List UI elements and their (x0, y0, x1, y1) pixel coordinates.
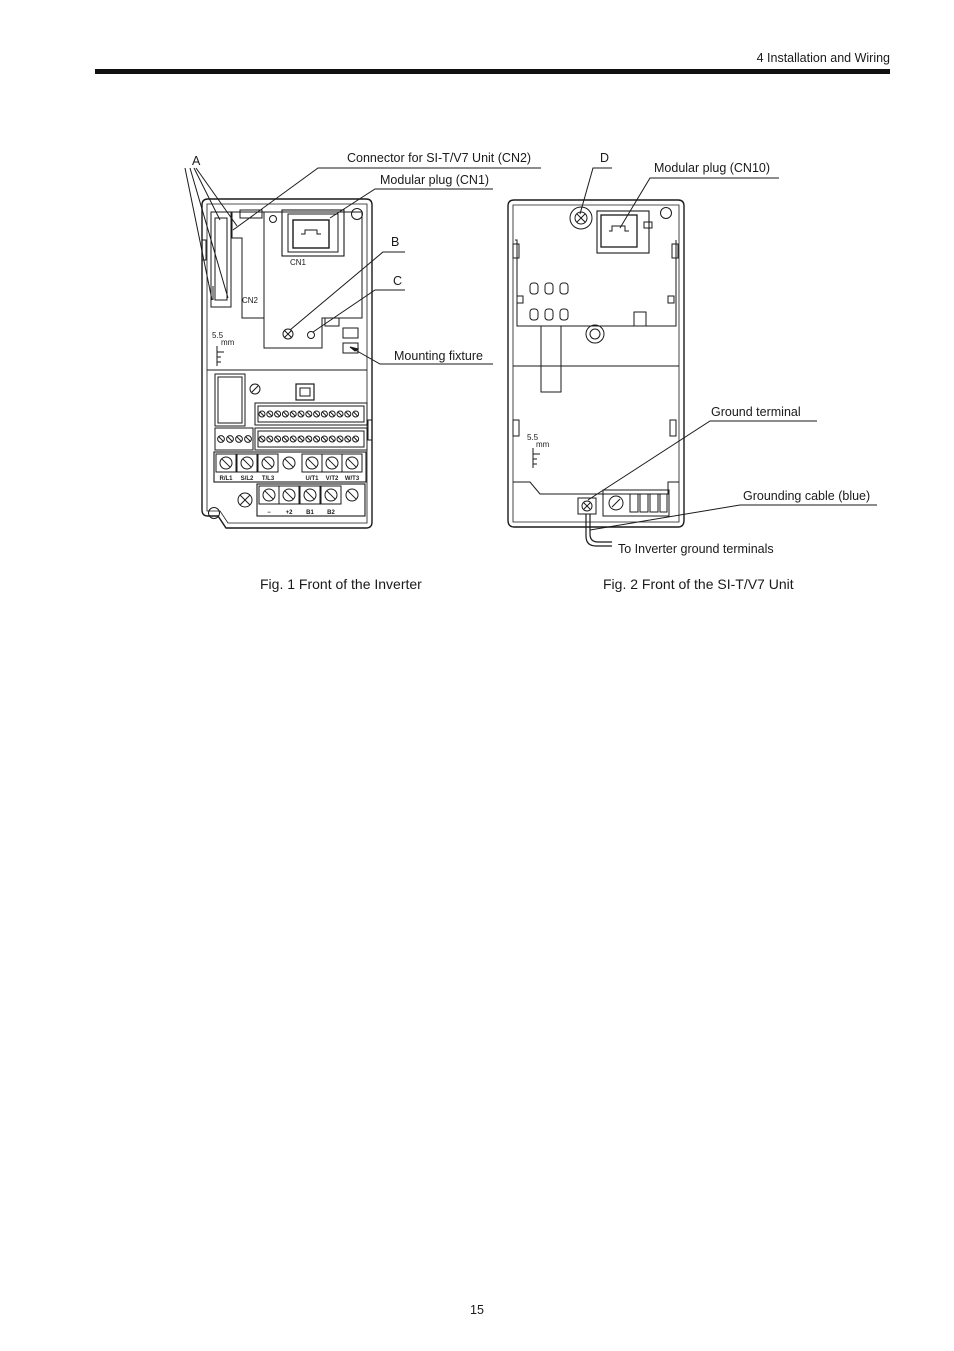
control-terminal-upper-6-slot (299, 412, 303, 416)
control-terminal-lower-7-slot (307, 437, 311, 441)
dc-terminal-screw-2-slot (285, 491, 293, 499)
main-terminal-screw-4-slot (308, 459, 316, 467)
relay-terminal-2-slot (228, 437, 233, 442)
dimension-value: 5.5 (212, 331, 224, 340)
dc-terminal-label-4: B2 (327, 510, 335, 516)
callout-a: A (192, 154, 201, 168)
dimension-unit: mm (221, 338, 235, 347)
control-terminal-upper-4-slot (283, 412, 287, 416)
callout-cn2-connector: Connector for SI-T/V7 Unit (CN2) (347, 151, 532, 165)
callout-mounting-fixture: Mounting fixture (394, 349, 483, 363)
dc-terminal-screw-3-slot (306, 491, 314, 499)
control-terminal-upper-5-slot (291, 412, 295, 416)
unit-dimension-value: 5.5 (527, 433, 539, 442)
callout-c: C (393, 274, 403, 288)
control-terminal-upper-10-slot (330, 412, 334, 416)
callout-d: D (600, 151, 610, 165)
control-terminal-lower-11-slot (338, 437, 342, 441)
control-terminal-lower-5-slot (291, 437, 295, 441)
relay-terminal-4-slot (246, 437, 251, 442)
callout-cn10-plug: Modular plug (CN10) (654, 161, 771, 175)
dc-terminal-screw-1-slot (265, 491, 273, 499)
control-terminal-upper-9-slot (322, 412, 326, 416)
dc-terminal-label-1: − (267, 510, 271, 516)
control-terminal-lower-13-slot (354, 437, 358, 441)
board-label-cn1: CN1 (290, 258, 307, 267)
main-terminal-screw-1-slot (222, 459, 230, 467)
dc-terminal-label-3: B1 (306, 510, 314, 516)
main-terminal-screw-2-slot (243, 459, 251, 467)
callout-ground-terminal: Ground terminal (711, 405, 801, 419)
main-terminal-screw-6-slot (348, 459, 356, 467)
control-terminal-lower-6-slot (299, 437, 303, 441)
page-number: 15 (470, 1303, 484, 1317)
control-terminal-lower-9-slot (322, 437, 326, 441)
main-terminal-label-5: V/T2 (325, 476, 339, 482)
control-terminal-upper-2-slot (268, 412, 272, 416)
control-terminal-upper-8-slot (315, 412, 319, 416)
figure2-caption: Fig. 2 Front of the SI-T/V7 Unit (603, 576, 794, 592)
inverter-drawing (185, 168, 541, 528)
control-terminal-lower-3-slot (276, 437, 280, 441)
main-terminal-label-3: T/L3 (261, 476, 275, 482)
control-terminal-lower-10-slot (330, 437, 334, 441)
callout-b: B (391, 235, 400, 249)
control-terminal-upper-3-slot (276, 412, 280, 416)
control-terminal-lower-8-slot (315, 437, 319, 441)
control-terminal-upper-11-slot (338, 412, 342, 416)
main-terminal-label-1: R/L1 (219, 476, 233, 482)
main-terminal-screw-5-slot (328, 459, 336, 467)
callout-grounding-cable: Grounding cable (blue) (743, 489, 871, 503)
board-label-cn2: CN2 (242, 296, 259, 305)
dc-terminal-label-2: +2 (285, 510, 293, 516)
dc-terminal-screw-4-slot (327, 491, 335, 499)
control-terminal-upper-13-slot (354, 412, 358, 416)
callout-to-inverter: To Inverter ground terminals (618, 542, 774, 556)
control-terminal-lower-12-slot (346, 437, 350, 441)
control-terminal-lower-1-slot (260, 437, 264, 441)
control-terminal-upper-7-slot (307, 412, 311, 416)
section-title: 4 Installation and Wiring (756, 51, 890, 65)
control-terminal-lower-2-slot (268, 437, 272, 441)
main-terminal-label-6: W/T3 (344, 476, 360, 482)
ground-terminal-screw-slot (348, 491, 356, 499)
main-terminal-screw-mid-slot (285, 459, 293, 467)
control-terminal-lower-4-slot (283, 437, 287, 441)
main-terminal-screw-3-slot (264, 459, 272, 467)
unit-dimension-unit: mm (536, 440, 550, 449)
relay-terminal-1-slot (219, 437, 224, 442)
relay-terminal-3-slot (237, 437, 242, 442)
callout-cn1-plug: Modular plug (CN1) (380, 173, 490, 187)
main-terminal-label-2: S/L2 (240, 476, 254, 482)
figure1-caption: Fig. 1 Front of the Inverter (260, 576, 422, 592)
control-terminal-upper-12-slot (346, 412, 350, 416)
main-terminal-label-4: U/T1 (305, 476, 319, 482)
control-terminal-upper-1-slot (260, 412, 264, 416)
